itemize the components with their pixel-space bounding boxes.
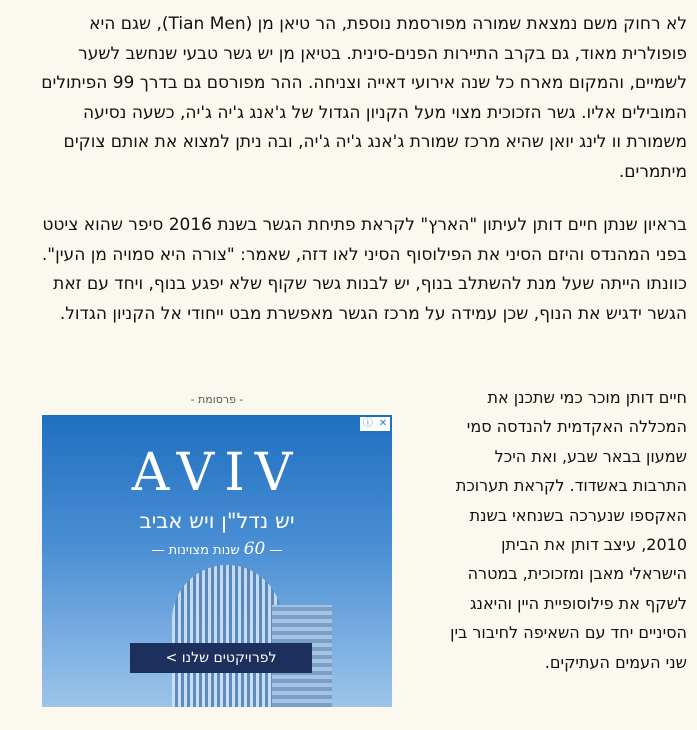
projects-button[interactable]: לפרויקטים שלנו > (130, 643, 312, 673)
ad-choices-badge[interactable] (360, 417, 390, 431)
article-paragraph: לא רחוק משם נמצאת שמורה מפורסמת נוספת, הר טיאן מן (Tian Men), שגם היא פופולרית מאוד, גם בקרב התיירות הפנים-סינית. בטיאן מן יש גשר טבעי שנחשב לשער לשמיים, והמקום מארח כל שנה אירועי דאייה וצניחה. ההר מפורסם גם בדרך 99 הפיתולים המובילים אליו. גשר הזכוכית מצוי מעל הקניון הגדול של ג'אנג ג'יה ג'יה, כשעה נסיעה משמורת וו לינג יואן שהיא מרכז שמורת ג'אנג ג'יה ג'יה, ובה ניתן למצוא את אותם צוקים מיתמרים. (41, 14, 687, 182)
info-icon[interactable]: ⓘ (362, 418, 373, 429)
ad-years: 60 (243, 539, 266, 559)
ad-label: - פרסומת - (190, 393, 244, 406)
article-paragraph: בראיון שנתן חיים דותן לעיתון "הארץ" לקראת פתיחת הגשר בשנת 2016 סיפר שהוא ציטט בפני המהנדס והיזם הסיני את הפילוסוף הסיני לאו דזה, שאמר: "צורה היא סמויה מן העין". כוונתו הייתה שעל מנת להשתלב בנוף, יש לבנות גשר שקוף שלא יפגע בנוף, ויחד עם זאת הגשר ידגיש את הנוף, שכן עמידה על מרכז הגשר מאפשרת מבט ייחודי אל הקניון הגדול. (41, 215, 687, 324)
ad-subline-text: שנות מצוינות (168, 543, 240, 558)
brand-logo: AVIV (131, 443, 303, 503)
article-paragraph: חיים דותן מוכר כמי שתכנן את המכללה האקדמית להנדסה סמי שמעון בבאר שבע, ואת היכל התרבות באשדוד. לקראת תערוכת האקספו שנערכה בשנחאי בשנת 2010, עיצב דותן את הביתן הישראלי מאבן ומזכוכית, במטרה לשקף את פילוסופיית היין והיאנג הסיניים יחד עם השאיפה לחיבור בין שני העמים העתיקים. (450, 388, 687, 672)
ad-headline: יש נדל"ן ויש אביב (139, 509, 295, 533)
building-image (172, 565, 282, 707)
ad-subline: — 60 שנות מצוינות — (151, 539, 283, 559)
close-icon[interactable]: ✕ (378, 418, 388, 429)
advertisement-banner[interactable] (42, 415, 392, 707)
